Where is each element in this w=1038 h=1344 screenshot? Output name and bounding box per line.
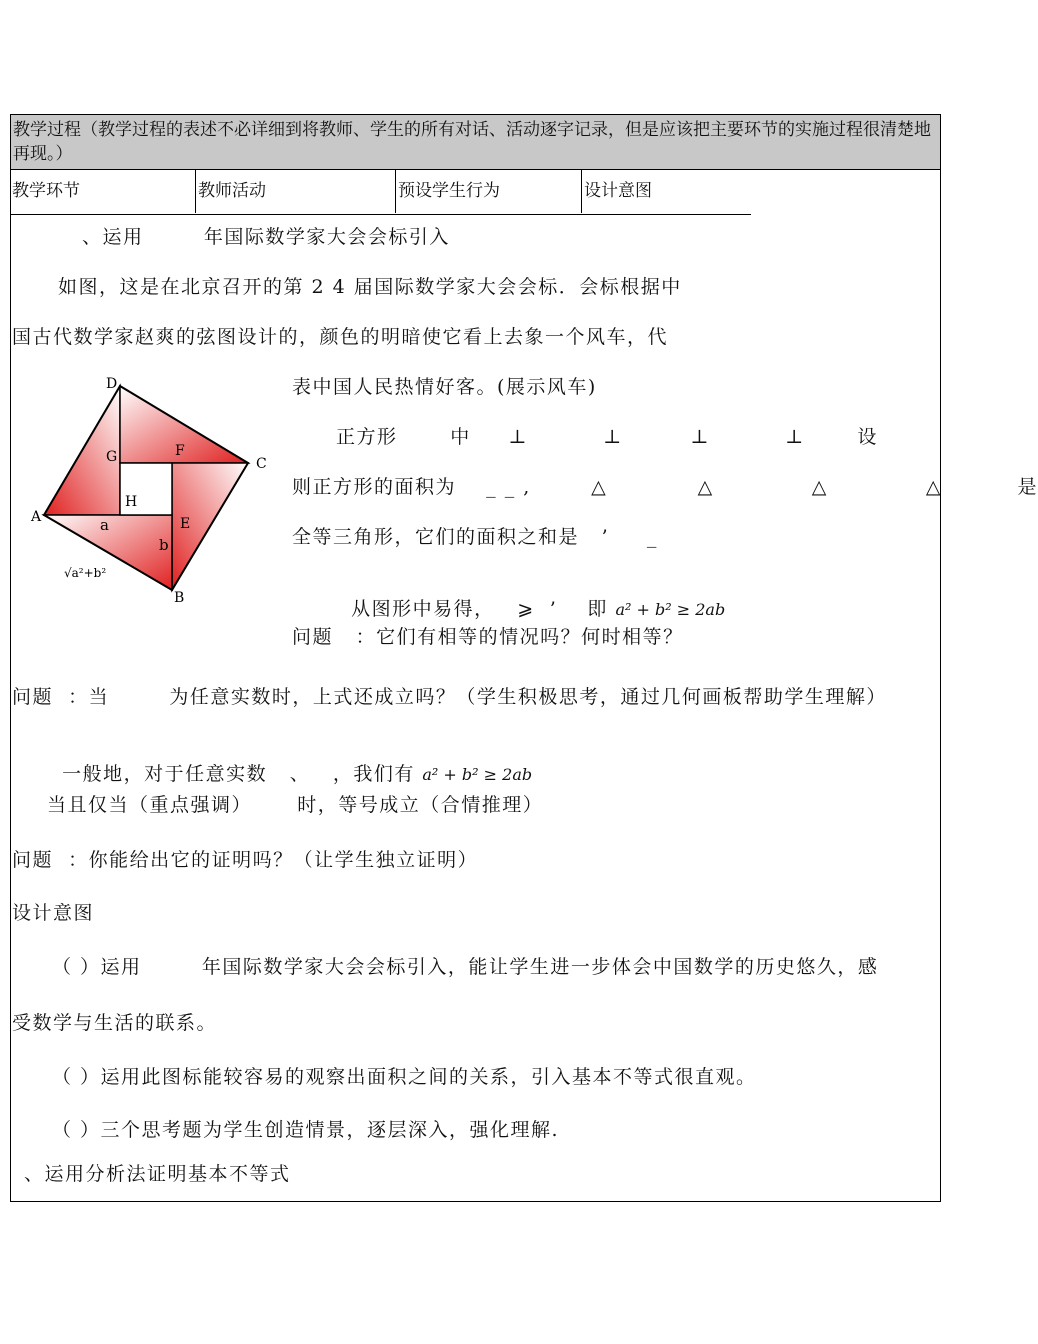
label-a: a: [100, 516, 109, 534]
derive-line: [336, 572, 725, 621]
process-header: [10, 114, 941, 170]
label-F: F: [175, 443, 185, 459]
label-E: E: [180, 516, 191, 532]
column-student-behavior: 预设学生行为: [396, 169, 582, 213]
label-H: H: [125, 494, 138, 510]
column-header-row: [10, 169, 751, 215]
column-teacher-activity: 教师活动: [196, 169, 396, 213]
question-3: 问题 ：你能给出它的证明吗？（让学生独立证明）: [12, 849, 479, 871]
intro-line-1: 如图，这是在北京召开的第 2 4 届国际数学家大会会标．会标根据中: [58, 276, 682, 298]
intro-line-2: 国古代数学家赵爽的弦图设计的，颜色的明暗使它看上去象一个风车，代: [12, 326, 669, 348]
hypotenuse-label: √a²+b²: [64, 566, 107, 580]
process-header-text: 教学过程（教学过程的表述不必详细到将教师、学生的所有对话、活动逐字记录，但是应该把主要环节的实施过程很清楚地再现。）: [13, 120, 931, 164]
general-text: 一般地，对于任意实数 、 ，我们有: [62, 763, 423, 785]
column-teaching-stage: 教学环节: [10, 169, 196, 213]
design-item-1-line-2: 受数学与生活的联系。: [12, 1012, 218, 1034]
design-item-1-line-1: （ ）运用 年国际数学家大会会标引入，能让学生进一步体会中国数学的历史悠久，感: [52, 956, 879, 978]
design-title: 设计意图: [12, 902, 95, 924]
general-statement: [47, 737, 532, 786]
label-A: A: [31, 509, 42, 525]
label-B: B: [174, 590, 185, 606]
label-G: G: [106, 449, 118, 465]
general-formula: a² + b² ≥ 2ab: [422, 765, 533, 784]
label-C: C: [256, 456, 267, 472]
label-D: D: [106, 376, 118, 392]
section2-title: 、运用分析法证明基本不等式: [24, 1163, 291, 1185]
derive-text: 从图形中易得， ⩾ ’ 即: [351, 598, 616, 620]
question-2: 问题 ：当 为任意实数时，上式还成立吗？（学生积极思考，通过几何画板帮助学生理解）: [12, 686, 887, 708]
section1-title: 、运用 年国际数学家大会会标引入: [82, 226, 450, 248]
area-line: 则正方形的面积为 _ _ , △ △ △ △ 是: [292, 476, 1038, 498]
intro-line-3: 表中国人民热情好客。(展示风车): [292, 376, 597, 398]
label-b: b: [159, 536, 169, 554]
question-1: 问题 ：它们有相等的情况吗？何时相等？: [292, 626, 684, 648]
square-line: 正方形 中 ⊥ ⊥ ⊥ ⊥ 设: [336, 426, 878, 448]
inequality-formula: a² + b² ≥ 2ab: [615, 600, 726, 619]
column-design-intent: 设计意图: [584, 181, 652, 201]
design-item-2: （ ）运用此图标能较容易的观察出面积之间的关系，引入基本不等式很直观。: [52, 1066, 757, 1088]
equality-condition: 当且仅当（重点强调） 时，等号成立（合情推理）: [47, 794, 544, 816]
zhao-shuang-diagram: [28, 370, 278, 610]
design-item-3: （ ）三个思考题为学生创造情景，逐层深入，强化理解.: [52, 1119, 560, 1141]
triangle-sum-line: 全等三角形，它们的面积之和是 ’ _: [292, 526, 658, 548]
